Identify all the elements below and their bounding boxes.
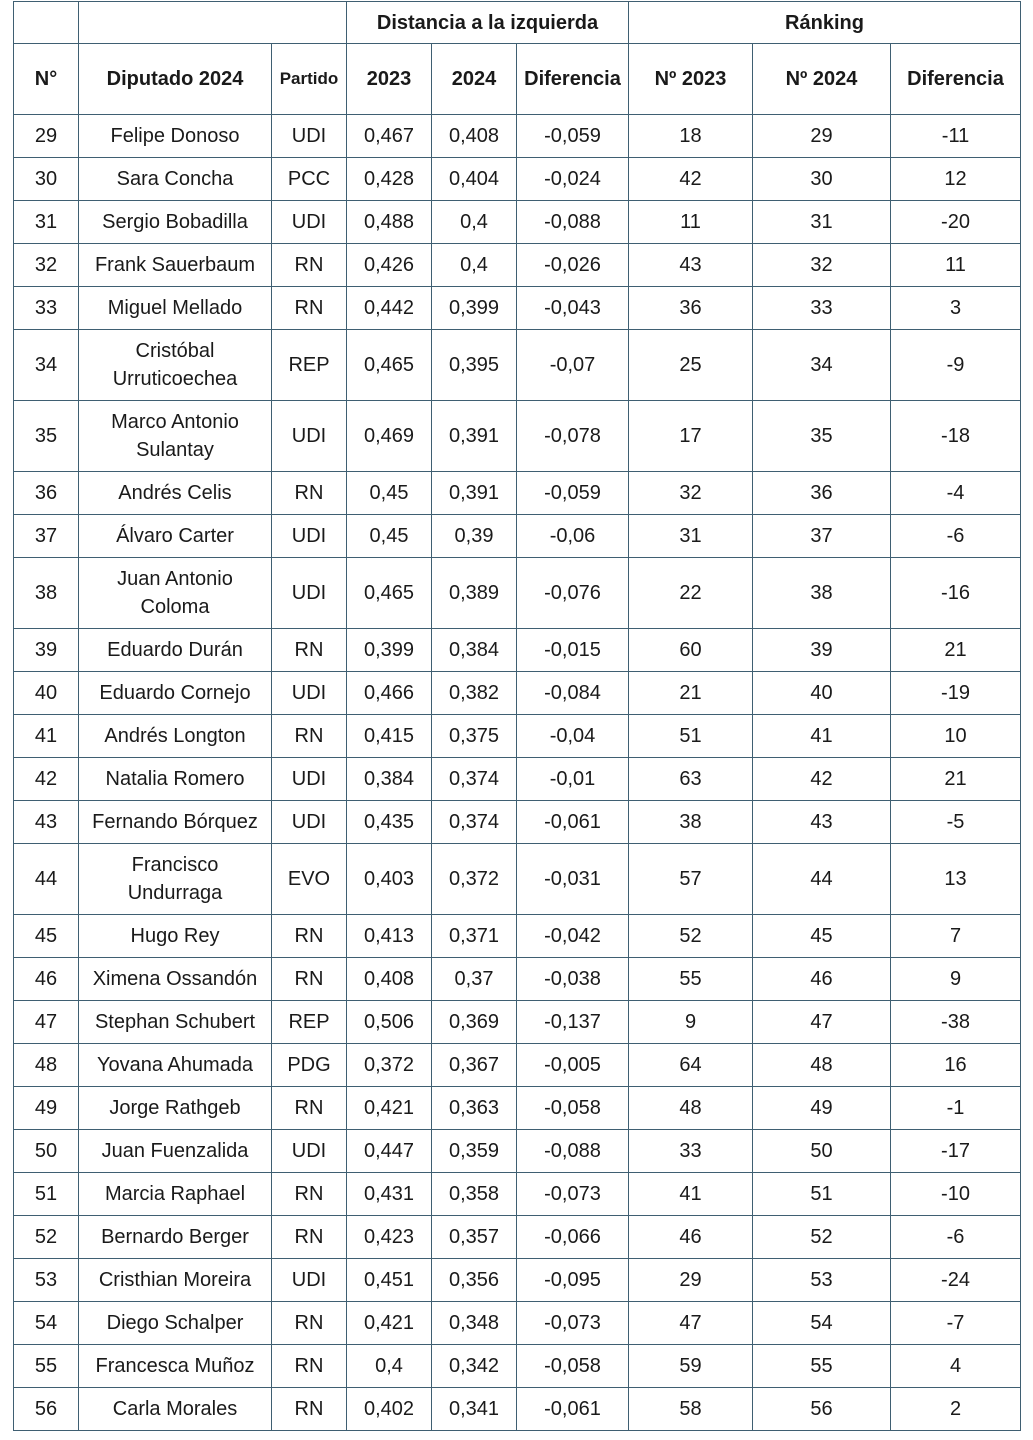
- cell-rank-2023: 42: [629, 158, 753, 201]
- cell-distance-2024: 0,342: [432, 1345, 517, 1388]
- cell-partido: RN: [272, 1087, 347, 1130]
- cell-distance-2024: 0,372: [432, 844, 517, 915]
- cell-rank-diferencia: -18: [891, 401, 1021, 472]
- cell-partido: RN: [272, 915, 347, 958]
- cell-distance-diferencia: -0,031: [517, 844, 629, 915]
- col-header-diferencia: Diferencia: [517, 44, 629, 115]
- cell-no: 43: [14, 801, 79, 844]
- cell-rank-2023: 43: [629, 244, 753, 287]
- header-empty-cell: [79, 2, 347, 44]
- cell-rank-2023: 9: [629, 1001, 753, 1044]
- cell-rank-2023: 57: [629, 844, 753, 915]
- cell-partido: UDI: [272, 672, 347, 715]
- cell-rank-2023: 60: [629, 629, 753, 672]
- cell-rank-2023: 38: [629, 801, 753, 844]
- cell-no: 30: [14, 158, 79, 201]
- cell-distance-2023: 0,45: [347, 515, 432, 558]
- cell-distance-2023: 0,402: [347, 1388, 432, 1431]
- cell-distance-diferencia: -0,084: [517, 672, 629, 715]
- cell-partido: PCC: [272, 158, 347, 201]
- cell-no: 35: [14, 401, 79, 472]
- cell-distance-2024: 0,4: [432, 201, 517, 244]
- cell-rank-2024: 56: [753, 1388, 891, 1431]
- cell-rank-2023: 22: [629, 558, 753, 629]
- table-row: [14, 1044, 1021, 1087]
- cell-diputado: Hugo Rey: [79, 915, 272, 958]
- cell-distance-2024: 0,382: [432, 672, 517, 715]
- cell-rank-diferencia: 16: [891, 1044, 1021, 1087]
- cell-rank-2023: 25: [629, 330, 753, 401]
- cell-distance-diferencia: -0,005: [517, 1044, 629, 1087]
- cell-rank-2023: 11: [629, 201, 753, 244]
- cell-rank-2023: 17: [629, 401, 753, 472]
- cell-distance-2024: 0,384: [432, 629, 517, 672]
- cell-rank-2024: 43: [753, 801, 891, 844]
- cell-rank-diferencia: 7: [891, 915, 1021, 958]
- cell-diputado: Cristóbal Urruticoechea: [79, 330, 272, 401]
- table-row: [14, 1001, 1021, 1044]
- table-row: [14, 915, 1021, 958]
- cell-no: 42: [14, 758, 79, 801]
- cell-diputado: Miguel Mellado: [79, 287, 272, 330]
- cell-distance-2023: 0,384: [347, 758, 432, 801]
- cell-distance-2023: 0,469: [347, 401, 432, 472]
- cell-no: 40: [14, 672, 79, 715]
- cell-diputado: Francesca Muñoz: [79, 1345, 272, 1388]
- cell-diputado: Sara Concha: [79, 158, 272, 201]
- cell-rank-2024: 33: [753, 287, 891, 330]
- cell-rank-2023: 47: [629, 1302, 753, 1345]
- cell-rank-2023: 52: [629, 915, 753, 958]
- cell-distance-diferencia: -0,066: [517, 1216, 629, 1259]
- table-row: [14, 1302, 1021, 1345]
- cell-distance-2023: 0,428: [347, 158, 432, 201]
- cell-diputado: Sergio Bobadilla: [79, 201, 272, 244]
- cell-no: 53: [14, 1259, 79, 1302]
- cell-distance-2023: 0,465: [347, 558, 432, 629]
- cell-rank-diferencia: 11: [891, 244, 1021, 287]
- cell-distance-diferencia: -0,058: [517, 1345, 629, 1388]
- cell-partido: EVO: [272, 844, 347, 915]
- table-row: [14, 1259, 1021, 1302]
- cell-no: 56: [14, 1388, 79, 1431]
- header-group-distance: Distancia a la izquierda: [347, 2, 629, 44]
- ranking-table-container: [13, 1, 1021, 1431]
- cell-rank-2024: 34: [753, 330, 891, 401]
- cell-distance-diferencia: -0,06: [517, 515, 629, 558]
- cell-rank-diferencia: -16: [891, 558, 1021, 629]
- cell-distance-2024: 0,367: [432, 1044, 517, 1087]
- cell-distance-2024: 0,341: [432, 1388, 517, 1431]
- cell-rank-diferencia: -24: [891, 1259, 1021, 1302]
- cell-distance-diferencia: -0,059: [517, 115, 629, 158]
- ranking-table: [13, 1, 1021, 1431]
- cell-partido: UDI: [272, 1259, 347, 1302]
- cell-distance-2024: 0,358: [432, 1173, 517, 1216]
- cell-rank-diferencia: -38: [891, 1001, 1021, 1044]
- cell-rank-2024: 51: [753, 1173, 891, 1216]
- cell-distance-diferencia: -0,059: [517, 472, 629, 515]
- cell-rank-2024: 46: [753, 958, 891, 1001]
- cell-partido: RN: [272, 472, 347, 515]
- cell-no: 34: [14, 330, 79, 401]
- cell-distance-2024: 0,395: [432, 330, 517, 401]
- cell-no: 31: [14, 201, 79, 244]
- cell-rank-2024: 50: [753, 1130, 891, 1173]
- cell-diputado: Fernando Bórquez: [79, 801, 272, 844]
- cell-rank-2023: 55: [629, 958, 753, 1001]
- cell-rank-2024: 47: [753, 1001, 891, 1044]
- cell-no: 33: [14, 287, 79, 330]
- cell-partido: UDI: [272, 758, 347, 801]
- cell-rank-diferencia: 12: [891, 158, 1021, 201]
- cell-distance-2023: 0,447: [347, 1130, 432, 1173]
- cell-distance-2023: 0,415: [347, 715, 432, 758]
- cell-partido: RN: [272, 1302, 347, 1345]
- cell-partido: RN: [272, 629, 347, 672]
- cell-distance-diferencia: -0,073: [517, 1173, 629, 1216]
- cell-distance-diferencia: -0,088: [517, 1130, 629, 1173]
- cell-distance-2024: 0,363: [432, 1087, 517, 1130]
- table-row: [14, 1087, 1021, 1130]
- cell-rank-2024: 35: [753, 401, 891, 472]
- cell-distance-2024: 0,374: [432, 758, 517, 801]
- cell-distance-diferencia: -0,076: [517, 558, 629, 629]
- cell-diputado: Frank Sauerbaum: [79, 244, 272, 287]
- cell-rank-diferencia: -5: [891, 801, 1021, 844]
- cell-partido: RN: [272, 715, 347, 758]
- cell-distance-2023: 0,403: [347, 844, 432, 915]
- table-row: [14, 515, 1021, 558]
- cell-diputado: Marcia Raphael: [79, 1173, 272, 1216]
- cell-distance-2024: 0,37: [432, 958, 517, 1001]
- cell-diputado: Juan Fuenzalida: [79, 1130, 272, 1173]
- table-row: [14, 1173, 1021, 1216]
- cell-distance-2023: 0,413: [347, 915, 432, 958]
- cell-rank-2023: 58: [629, 1388, 753, 1431]
- cell-rank-2023: 21: [629, 672, 753, 715]
- cell-rank-2024: 54: [753, 1302, 891, 1345]
- cell-distance-2023: 0,467: [347, 115, 432, 158]
- cell-rank-diferencia: 10: [891, 715, 1021, 758]
- cell-distance-2024: 0,4: [432, 244, 517, 287]
- cell-distance-2024: 0,348: [432, 1302, 517, 1345]
- cell-diputado: Álvaro Carter: [79, 515, 272, 558]
- cell-distance-2024: 0,408: [432, 115, 517, 158]
- cell-rank-diferencia: 21: [891, 629, 1021, 672]
- header-empty-cell: [14, 2, 79, 44]
- table-row: [14, 1216, 1021, 1259]
- cell-distance-2024: 0,391: [432, 401, 517, 472]
- col-header-rank-2024: Nº 2024: [753, 44, 891, 115]
- cell-no: 44: [14, 844, 79, 915]
- cell-distance-2023: 0,421: [347, 1087, 432, 1130]
- cell-no: 45: [14, 915, 79, 958]
- cell-distance-2024: 0,391: [432, 472, 517, 515]
- cell-distance-diferencia: -0,01: [517, 758, 629, 801]
- cell-rank-2023: 32: [629, 472, 753, 515]
- table-row: [14, 715, 1021, 758]
- cell-rank-2023: 29: [629, 1259, 753, 1302]
- cell-rank-2024: 39: [753, 629, 891, 672]
- cell-distance-2024: 0,356: [432, 1259, 517, 1302]
- cell-distance-diferencia: -0,095: [517, 1259, 629, 1302]
- cell-rank-2024: 45: [753, 915, 891, 958]
- cell-distance-2024: 0,374: [432, 801, 517, 844]
- cell-diputado: Eduardo Durán: [79, 629, 272, 672]
- cell-rank-diferencia: -7: [891, 1302, 1021, 1345]
- cell-distance-2023: 0,426: [347, 244, 432, 287]
- header-group-ranking: Ránking: [629, 2, 1021, 44]
- cell-rank-diferencia: -17: [891, 1130, 1021, 1173]
- cell-partido: UDI: [272, 201, 347, 244]
- cell-rank-diferencia: 3: [891, 287, 1021, 330]
- cell-distance-diferencia: -0,088: [517, 201, 629, 244]
- cell-partido: RN: [272, 1173, 347, 1216]
- cell-distance-2024: 0,404: [432, 158, 517, 201]
- cell-rank-diferencia: -6: [891, 515, 1021, 558]
- cell-distance-diferencia: -0,042: [517, 915, 629, 958]
- cell-rank-diferencia: -19: [891, 672, 1021, 715]
- cell-distance-diferencia: -0,061: [517, 1388, 629, 1431]
- cell-no: 50: [14, 1130, 79, 1173]
- cell-rank-2024: 49: [753, 1087, 891, 1130]
- table-row: [14, 844, 1021, 915]
- cell-diputado: Yovana Ahumada: [79, 1044, 272, 1087]
- cell-rank-2023: 48: [629, 1087, 753, 1130]
- cell-distance-diferencia: -0,058: [517, 1087, 629, 1130]
- cell-no: 32: [14, 244, 79, 287]
- cell-distance-2023: 0,372: [347, 1044, 432, 1087]
- col-header-diputado: Diputado 2024: [79, 44, 272, 115]
- cell-distance-2023: 0,442: [347, 287, 432, 330]
- cell-rank-2023: 36: [629, 287, 753, 330]
- cell-rank-diferencia: -10: [891, 1173, 1021, 1216]
- cell-partido: UDI: [272, 558, 347, 629]
- cell-diputado: Eduardo Cornejo: [79, 672, 272, 715]
- cell-distance-2023: 0,506: [347, 1001, 432, 1044]
- col-header-partido: Partido: [272, 44, 347, 115]
- table-row: [14, 1345, 1021, 1388]
- cell-partido: RN: [272, 1345, 347, 1388]
- cell-partido: REP: [272, 1001, 347, 1044]
- cell-distance-2023: 0,408: [347, 958, 432, 1001]
- table-row: [14, 672, 1021, 715]
- cell-partido: PDG: [272, 1044, 347, 1087]
- cell-partido: RN: [272, 1216, 347, 1259]
- col-header-no: N°: [14, 44, 79, 115]
- cell-distance-2024: 0,369: [432, 1001, 517, 1044]
- cell-rank-2023: 41: [629, 1173, 753, 1216]
- cell-rank-diferencia: 21: [891, 758, 1021, 801]
- cell-no: 29: [14, 115, 79, 158]
- cell-distance-diferencia: -0,061: [517, 801, 629, 844]
- cell-rank-diferencia: -4: [891, 472, 1021, 515]
- cell-distance-diferencia: -0,043: [517, 287, 629, 330]
- cell-rank-2024: 36: [753, 472, 891, 515]
- cell-partido: RN: [272, 958, 347, 1001]
- cell-diputado: Ximena Ossandón: [79, 958, 272, 1001]
- cell-diputado: Carla Morales: [79, 1388, 272, 1431]
- cell-distance-2023: 0,421: [347, 1302, 432, 1345]
- table-row: [14, 115, 1021, 158]
- cell-no: 49: [14, 1087, 79, 1130]
- header-group-row: [14, 2, 1021, 44]
- cell-distance-2023: 0,399: [347, 629, 432, 672]
- table-row: [14, 958, 1021, 1001]
- cell-rank-2024: 52: [753, 1216, 891, 1259]
- cell-distance-2024: 0,357: [432, 1216, 517, 1259]
- cell-no: 39: [14, 629, 79, 672]
- cell-distance-2024: 0,375: [432, 715, 517, 758]
- cell-no: 38: [14, 558, 79, 629]
- cell-no: 54: [14, 1302, 79, 1345]
- cell-partido: UDI: [272, 801, 347, 844]
- cell-rank-2023: 63: [629, 758, 753, 801]
- cell-partido: REP: [272, 330, 347, 401]
- cell-rank-2023: 64: [629, 1044, 753, 1087]
- cell-rank-diferencia: -20: [891, 201, 1021, 244]
- cell-rank-2024: 55: [753, 1345, 891, 1388]
- cell-distance-diferencia: -0,015: [517, 629, 629, 672]
- cell-distance-diferencia: -0,073: [517, 1302, 629, 1345]
- table-row: [14, 629, 1021, 672]
- header-column-row: [14, 44, 1021, 115]
- table-row: [14, 758, 1021, 801]
- cell-diputado: Francisco Undurraga: [79, 844, 272, 915]
- cell-rank-2024: 37: [753, 515, 891, 558]
- cell-distance-2024: 0,371: [432, 915, 517, 958]
- cell-distance-2023: 0,4: [347, 1345, 432, 1388]
- cell-distance-2023: 0,423: [347, 1216, 432, 1259]
- cell-diputado: Juan Antonio Coloma: [79, 558, 272, 629]
- cell-distance-2023: 0,466: [347, 672, 432, 715]
- cell-distance-2024: 0,39: [432, 515, 517, 558]
- cell-diputado: Andrés Longton: [79, 715, 272, 758]
- cell-distance-2024: 0,389: [432, 558, 517, 629]
- cell-partido: UDI: [272, 115, 347, 158]
- cell-rank-2024: 32: [753, 244, 891, 287]
- cell-rank-2024: 31: [753, 201, 891, 244]
- cell-distance-diferencia: -0,024: [517, 158, 629, 201]
- table-body: [14, 115, 1021, 1431]
- cell-diputado: Marco Antonio Sulantay: [79, 401, 272, 472]
- cell-distance-2023: 0,45: [347, 472, 432, 515]
- col-header-rank-diferencia: Diferencia: [891, 44, 1021, 115]
- cell-distance-2023: 0,431: [347, 1173, 432, 1216]
- cell-diputado: Jorge Rathgeb: [79, 1087, 272, 1130]
- cell-rank-diferencia: -6: [891, 1216, 1021, 1259]
- table-row: [14, 201, 1021, 244]
- cell-no: 47: [14, 1001, 79, 1044]
- cell-rank-2024: 48: [753, 1044, 891, 1087]
- cell-distance-diferencia: -0,04: [517, 715, 629, 758]
- col-header-2024: 2024: [432, 44, 517, 115]
- cell-partido: RN: [272, 244, 347, 287]
- table-row: [14, 401, 1021, 472]
- cell-distance-2023: 0,465: [347, 330, 432, 401]
- cell-diputado: Felipe Donoso: [79, 115, 272, 158]
- cell-partido: RN: [272, 1388, 347, 1431]
- table-row: [14, 1130, 1021, 1173]
- cell-distance-2023: 0,451: [347, 1259, 432, 1302]
- table-row: [14, 1388, 1021, 1431]
- cell-rank-2024: 30: [753, 158, 891, 201]
- cell-diputado: Natalia Romero: [79, 758, 272, 801]
- table-row: [14, 244, 1021, 287]
- cell-diputado: Andrés Celis: [79, 472, 272, 515]
- cell-rank-2023: 51: [629, 715, 753, 758]
- cell-no: 48: [14, 1044, 79, 1087]
- cell-no: 37: [14, 515, 79, 558]
- cell-rank-diferencia: 4: [891, 1345, 1021, 1388]
- table-row: [14, 472, 1021, 515]
- cell-rank-2024: 42: [753, 758, 891, 801]
- cell-rank-2023: 18: [629, 115, 753, 158]
- cell-distance-2024: 0,359: [432, 1130, 517, 1173]
- cell-rank-2023: 46: [629, 1216, 753, 1259]
- cell-rank-2023: 59: [629, 1345, 753, 1388]
- col-header-rank-2023: Nº 2023: [629, 44, 753, 115]
- cell-distance-diferencia: -0,137: [517, 1001, 629, 1044]
- table-row: [14, 330, 1021, 401]
- cell-rank-diferencia: -11: [891, 115, 1021, 158]
- cell-rank-diferencia: 13: [891, 844, 1021, 915]
- cell-no: 46: [14, 958, 79, 1001]
- cell-rank-2023: 33: [629, 1130, 753, 1173]
- cell-no: 41: [14, 715, 79, 758]
- cell-no: 55: [14, 1345, 79, 1388]
- table-row: [14, 801, 1021, 844]
- cell-distance-diferencia: -0,078: [517, 401, 629, 472]
- cell-distance-diferencia: -0,026: [517, 244, 629, 287]
- cell-diputado: Diego Schalper: [79, 1302, 272, 1345]
- cell-partido: RN: [272, 287, 347, 330]
- cell-rank-diferencia: -9: [891, 330, 1021, 401]
- cell-rank-2024: 38: [753, 558, 891, 629]
- cell-rank-2023: 31: [629, 515, 753, 558]
- cell-distance-2024: 0,399: [432, 287, 517, 330]
- col-header-2023: 2023: [347, 44, 432, 115]
- table-row: [14, 158, 1021, 201]
- cell-rank-2024: 41: [753, 715, 891, 758]
- cell-distance-diferencia: -0,07: [517, 330, 629, 401]
- table-row: [14, 287, 1021, 330]
- cell-rank-diferencia: 9: [891, 958, 1021, 1001]
- cell-no: 52: [14, 1216, 79, 1259]
- cell-rank-2024: 53: [753, 1259, 891, 1302]
- cell-rank-diferencia: -1: [891, 1087, 1021, 1130]
- cell-distance-2023: 0,435: [347, 801, 432, 844]
- cell-partido: UDI: [272, 515, 347, 558]
- table-row: [14, 558, 1021, 629]
- cell-diputado: Bernardo Berger: [79, 1216, 272, 1259]
- cell-distance-diferencia: -0,038: [517, 958, 629, 1001]
- cell-rank-2024: 29: [753, 115, 891, 158]
- cell-rank-2024: 40: [753, 672, 891, 715]
- cell-rank-diferencia: 2: [891, 1388, 1021, 1431]
- cell-partido: UDI: [272, 401, 347, 472]
- cell-diputado: Cristhian Moreira: [79, 1259, 272, 1302]
- cell-rank-2024: 44: [753, 844, 891, 915]
- cell-no: 36: [14, 472, 79, 515]
- cell-distance-2023: 0,488: [347, 201, 432, 244]
- cell-diputado: Stephan Schubert: [79, 1001, 272, 1044]
- cell-no: 51: [14, 1173, 79, 1216]
- cell-partido: UDI: [272, 1130, 347, 1173]
